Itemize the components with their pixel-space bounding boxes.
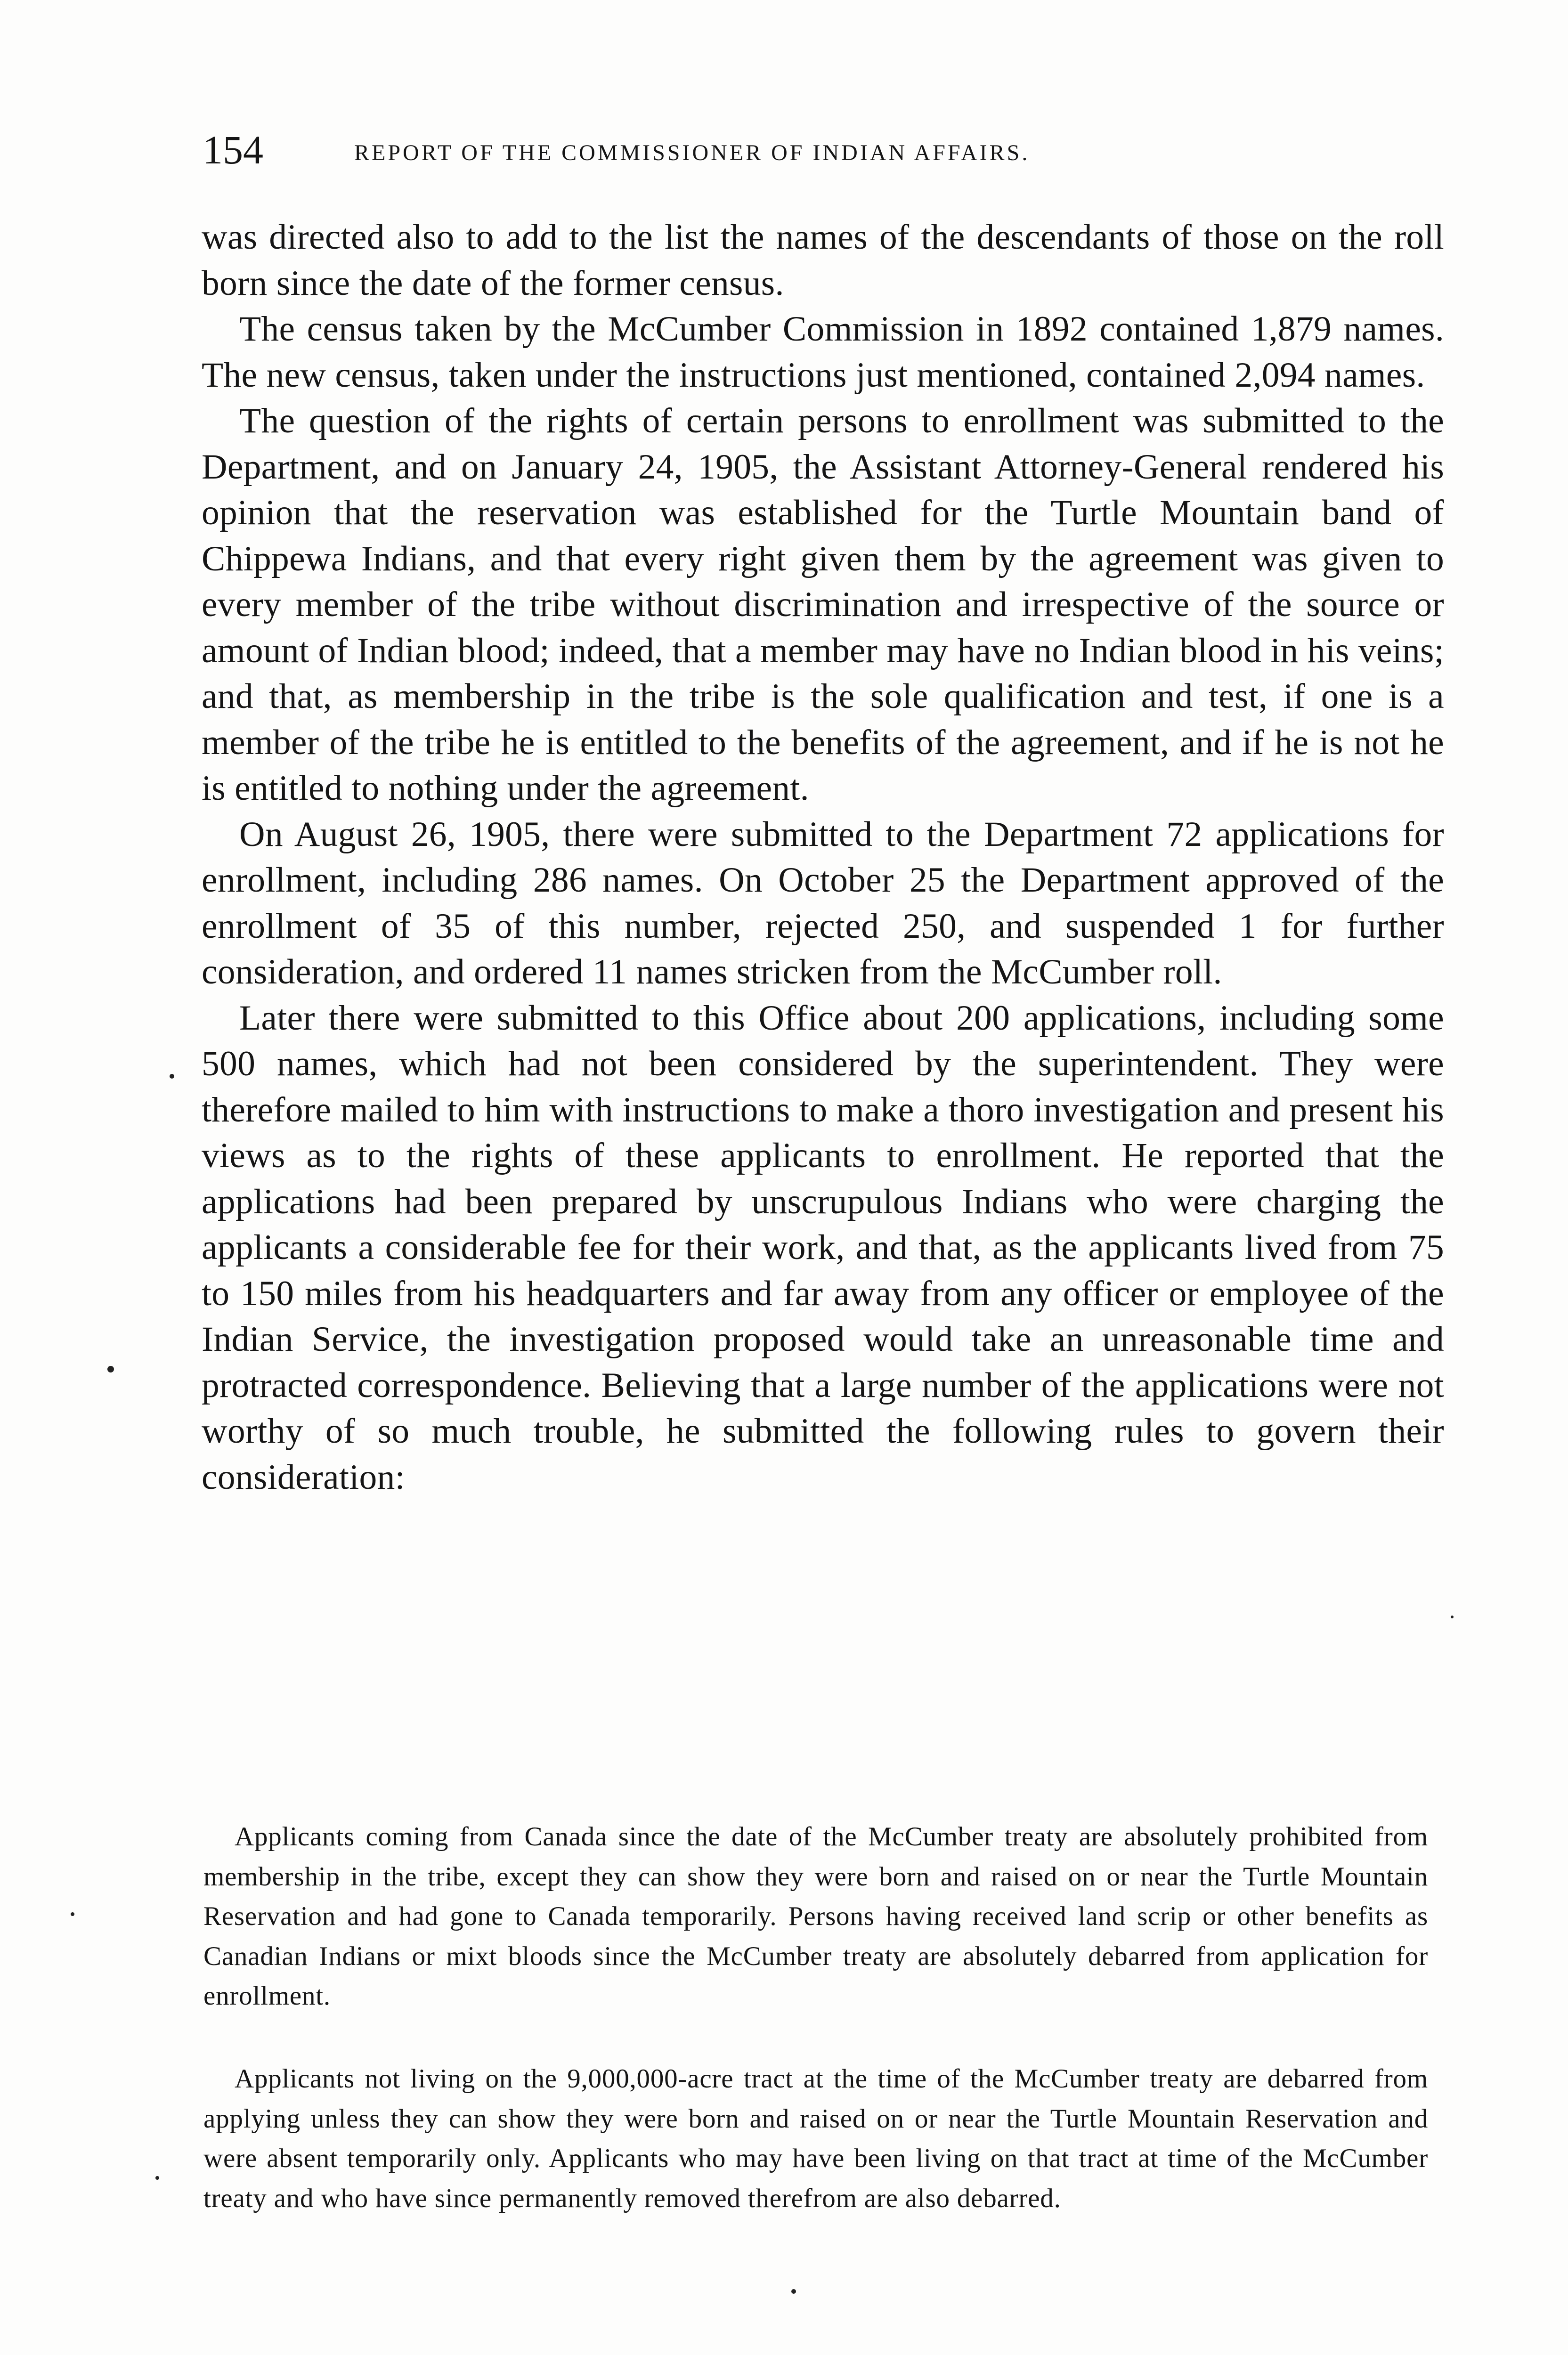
paragraph-august-applications: On August 26, 1905, there were submitted to the Department 72 applications for enrollment, including 286 names. On October 25 the Department approved of the enrollment of 35 of this number, rejected 250, and suspended 1 for further consideration, and ordered 11 names stricken from the McCumber roll. bbox=[202, 814, 1444, 991]
scan-speck bbox=[71, 1912, 74, 1916]
scan-speck bbox=[1451, 1616, 1454, 1618]
quoted-rule-text: Applicants coming from Canada since the date of the McCumber treaty are absolutely prohibited from membership in the tribe, except they can show they were born and raised on or near the Turtle Mountain Reservation and had gone to Canada temporarily. Persons having received land scrip or other benefits as Canadian Indians or mixt bloods since the McCumber treaty are absolutely debarred from application for enrollment. bbox=[203, 1822, 1428, 2011]
scan-speck bbox=[791, 2289, 796, 2294]
scan-speck bbox=[155, 2176, 159, 2180]
paragraph-continuation: was directed also to add to the list the names of the descendants of those on the roll born since the date of the former census. bbox=[202, 218, 1444, 303]
body-text bbox=[202, 214, 1444, 1500]
paragraph-census: The census taken by the McCumber Commission in 1892 contained 1,879 names. The new census, taken under the instructions just mentioned, contained 2,094 names. bbox=[202, 309, 1444, 395]
scan-speck bbox=[170, 1074, 174, 1079]
page-number: 154 bbox=[203, 127, 263, 172]
paragraph-later-applications: Later there were submitted to this Office about 200 applications, including some 500 names, which had not been considered by the superintendent. They were therefore mailed to him with instructions to make a thoro investigation and present his views as to the rights of these applicants to enrollment. He reported that the applications had been prepared by unscrupulous Indians who were charging the applicants a considerable fee for their work, and that, as the applicants lived from 75 to 150 miles from his headquarters and far away from any officer or employee of the Indian Service, the investigation proposed would take an unreasonable time and protracted correspondence. Believing that a large number of the applications were not worthy of so much trouble, he submitted the following rules to govern their consideration: bbox=[202, 998, 1444, 1497]
page-header bbox=[203, 126, 1451, 178]
quoted-rule-text: Applicants not living on the 9,000,000-acre tract at the time of the McCumber treaty are debarred from applying unless they can show they were born and raised on or near the Turtle Mountain Reservation and were absent temporarily only. Applicants who may have been living on that tract at time of the McCumber treaty and who have since permanently removed therefrom are also debarred. bbox=[203, 2064, 1428, 2213]
quoted-rule-tract bbox=[203, 2059, 1428, 2218]
scan-speck bbox=[107, 1366, 114, 1372]
running-title: REPORT OF THE COMMISSIONER OF INDIAN AFFAIRS. bbox=[354, 140, 1030, 165]
paragraph-enrollment-rights: The question of the rights of certain persons to enrollment was submitted to the Department, and on January 24, 1905, the Assistant Attorney-General rendered his opinion that the reservation was established for the Turtle Mountain band of Chippewa Indians, and that every right given them by the agreement was given to every member of the tribe without discrimination and irrespective of the source or amount of Indian blood; indeed, that a member may have no Indian blood in his veins; and that, as membership in the tribe is the sole qualification and test, if one is a member of the tribe he is entitled to the benefits of the agreement, and if he is not he is entitled to nothing under the agreement. bbox=[202, 401, 1444, 808]
quoted-rule-canada bbox=[203, 1817, 1428, 2016]
